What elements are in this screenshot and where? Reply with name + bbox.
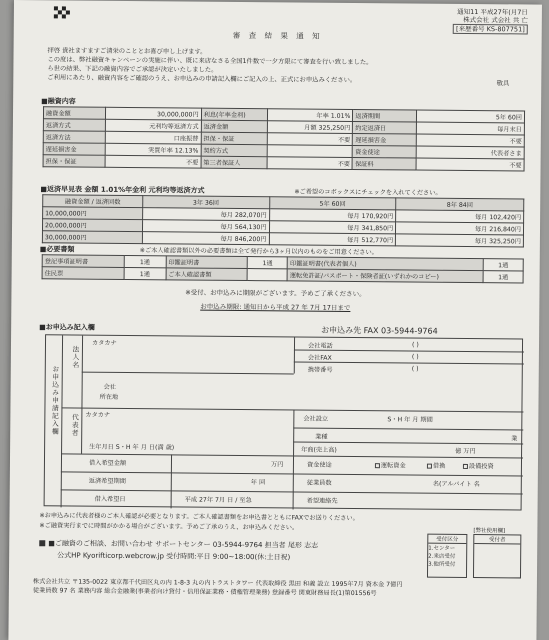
receipt-box [427, 528, 523, 583]
intro-line: ら世の結果、下記の融資内容でご承認が決定いたしました。 [47, 65, 218, 74]
receipt-item: 3.他所受付 [428, 561, 456, 568]
purpose-option-label: 借換 [432, 462, 446, 470]
table-cell: 毎月 170,920円 [269, 209, 396, 222]
table-cell: 毎月末日 [417, 122, 525, 135]
form-section-title: ■お申込み記入欄 [39, 323, 95, 332]
company-logo-icon [54, 6, 72, 20]
table-cell: ご本人確認書類 [166, 268, 248, 281]
table-cell: 20,000,000円 [42, 219, 142, 232]
internal-use-title: [弊社使用欄] [473, 528, 506, 535]
amount-field[interactable]: 万円 [270, 461, 284, 469]
application-form [44, 334, 523, 510]
table-cell: 運転免許証/パスポート・保険者証(いずれかのコピー) [287, 269, 483, 283]
contact-text: ■ご融資のご相談、お問い合わせ サポートセンター 03-5944-9764 担当者 尾形 志志 [48, 539, 319, 550]
intro-line: この度は、弊社融資キャンペーンの実施に伴い、既に来店なさる全国1件数で一夕方限にて審査を行い致しました。 [47, 56, 373, 67]
table-cell: 資金使途 [353, 145, 417, 158]
table-cell: 不要 [105, 155, 201, 168]
table-cell: 10,000,000円 [43, 207, 143, 220]
company-footer [33, 578, 523, 599]
table-cell: 代表者さま [416, 146, 524, 159]
table-cell: 返済方法 [43, 131, 105, 144]
receipt-item: 2.来店受付 [428, 553, 456, 560]
employees-field[interactable]: 名(アルバイト 名 [432, 480, 480, 489]
contact-label: 希望連絡先 [306, 497, 338, 505]
loan-table [43, 106, 526, 171]
receipt-item: 1.センター [428, 545, 456, 552]
repay-section-title: ■返済早見表 金額 1.01%年金利 元利均等返済方式 [40, 185, 205, 195]
contact-line-2: 公式HP Kyorifticorp.webcrow.jp 受付時間:平日 9:00~18:00(休:土日祝) [57, 551, 291, 562]
purpose-option-3[interactable] [463, 461, 494, 470]
table-cell: 元利均等返済方式 [105, 119, 201, 132]
rep-label: 代表者 [70, 413, 79, 437]
table-cell [267, 145, 353, 158]
birth-field[interactable]: 生年月日 S・H 年 月 日(満 歳) [89, 443, 175, 452]
corp-name-label: 法人名 [70, 345, 79, 369]
table-cell: 3年 36回 [143, 196, 270, 209]
date-field[interactable]: 平成 27年 7月 日 / 至急 [184, 496, 252, 505]
date-label: 借入希望日 [94, 495, 126, 503]
table-cell: 1通 [483, 259, 523, 271]
company-label: 会社 [103, 383, 117, 391]
table-cell: 約定返済日 [353, 121, 417, 134]
table-cell: 印鑑証明書(代表者個人) [287, 257, 483, 271]
table-cell: 遅延損害金 [353, 133, 417, 146]
table-cell: 毎月 325,250円 [396, 234, 524, 247]
docs-table [42, 254, 524, 283]
purpose-option-label: 設備投資 [468, 462, 494, 471]
form-fax: お申込み先 FAX 03-5944-9764 [321, 325, 438, 336]
fax-label: 会社FAX [307, 354, 332, 362]
tel-label: 会社電話 [307, 342, 333, 350]
industry-label: 業種 [315, 433, 328, 441]
table-cell: 融資金額 / 返済回数 [43, 195, 143, 208]
deadline-note: お申込み期限: 通知日から平成 27 年 7月 17日まで [200, 302, 351, 312]
table-cell: 第三者保証人 [201, 156, 267, 169]
mobile-field[interactable]: ( ) [411, 365, 419, 373]
address-label: 所在地 [99, 393, 119, 401]
table-cell: 担保・保証 [43, 155, 105, 168]
amount-label: 借入希望金額 [88, 459, 127, 467]
footer-line: 従業員数 97 名 業務内容 総合金融業(事業者向け貸付・信用保証業務・債権管理業務) 登録番号 関東財務局長(1)第01556号 [32, 586, 377, 597]
table-cell: 30,000,000円 [105, 107, 201, 120]
purpose-option-1[interactable] [375, 460, 406, 469]
table-cell: 契約方式 [201, 144, 267, 157]
period-label: 返済希望期間 [88, 477, 126, 485]
intro-text [47, 46, 509, 86]
table-cell: 不要 [416, 158, 524, 171]
repay-note: ※ご希望のコボックスにチェックを入れてください。 [294, 188, 442, 197]
table-cell: 不要 [267, 157, 353, 170]
table-cell: 返済期間 [353, 109, 417, 122]
table-cell: 毎月 512,770円 [269, 233, 396, 246]
table-cell: 不要 [417, 134, 525, 147]
founded-label: 会社設立 [303, 415, 329, 423]
period-field[interactable]: 年 回 [250, 479, 266, 487]
docs-section-title: ■必要書類 [39, 245, 75, 254]
footer-line: 株式会社共立 〒135-0022 東京都千代田区丸の内 1-8-3 丸の内トラストタワー 代表取締役 黒田 和義 設立 1995年7月 資本金 7億円 [32, 578, 403, 589]
table-cell: 実質年率 12.13% [105, 143, 201, 156]
note-2: ※ご融資実行までに時間がかかる場合がございます。予めご了承のうえ、お申込みください。 [39, 522, 299, 532]
purpose-label: 資金使途 [306, 461, 332, 469]
table-cell: 毎月 282,070円 [142, 208, 269, 221]
issuer-name: 株式会社 式会社 共 亡 [463, 15, 528, 25]
receiver-label: 受付者 [474, 535, 520, 544]
table-cell: 遅延損害金 [43, 143, 105, 156]
purpose-option-2[interactable] [427, 461, 445, 470]
notice-number: 通知11 平成27年(月7日 [457, 7, 528, 17]
table-cell: 1通 [248, 257, 288, 269]
table-cell: 住民票 [42, 267, 124, 280]
table-cell: 返済金額 [201, 120, 267, 133]
intro-closing: 敬具 [496, 80, 510, 88]
table-cell: 担保・保証 [201, 132, 267, 145]
table-cell: 月額 325,250円 [267, 121, 353, 134]
table-cell: 8年 84回 [396, 198, 524, 211]
table-cell: 毎月 846,200円 [142, 232, 269, 245]
note-1: ※お申込みに代表者様のご本人確認が必要となります。ご本人確認書類をお申込書とともにFAXでお送りください。 [39, 512, 359, 523]
table-cell: 印鑑証明書 [166, 256, 248, 269]
industry-field[interactable]: 業 [511, 435, 518, 443]
table-cell [248, 269, 288, 281]
table-cell: 毎月 102,420円 [396, 210, 524, 223]
table-cell: 返済方式 [43, 119, 105, 132]
intro-line: 拝啓 貴社ますますご清栄のこととお喜び申し上げます。 [47, 47, 207, 56]
header-info [453, 8, 528, 35]
table-cell: 登記事項証明書 [42, 255, 124, 268]
purpose-option-label: 運転資金 [380, 462, 406, 470]
annual-label: 年商(売上高) [301, 446, 337, 454]
tel-field[interactable]: ( ) [411, 341, 419, 349]
receipt-title: 受付区分 [428, 535, 466, 544]
employees-label: 従業員数 [306, 479, 332, 487]
rep-kana-label: カタカナ [85, 411, 111, 419]
founded-field[interactable]: S・H 年 月 期間 [387, 416, 433, 424]
table-cell: 毎月 341,850円 [269, 221, 396, 234]
table-cell: 保証料 [352, 157, 416, 170]
loan-section-title: ■融資内容 [41, 97, 76, 106]
table-cell: 毎月 564,130円 [142, 220, 269, 233]
table-cell: 30,000,000円 [42, 231, 142, 244]
table-cell: 5年 60回 [269, 197, 396, 210]
table-cell: 年率 1.01% [267, 109, 353, 122]
fax-field[interactable]: ( ) [411, 353, 419, 361]
document-title: 審 査 結 果 通 知 [232, 30, 323, 41]
form-side-label: お申込み申請記入欄 [50, 365, 59, 436]
document-code: [来歴番号 KS-807751] [453, 24, 528, 35]
table-cell: 口座振替 [105, 131, 201, 144]
contact-line-1 [39, 538, 318, 550]
table-cell: 1通 [124, 255, 166, 267]
square-bullet-icon [39, 540, 45, 546]
kana-label: カタカナ [91, 339, 117, 347]
intro-line: ご利用にあたり、融資内容をご確認のうえ、お申込みの申請記入欄にご記入の上、正式にお申込みください。 [47, 74, 357, 84]
mobile-label: 携帯番号 [307, 366, 333, 374]
table-cell: 1通 [483, 271, 523, 283]
table-cell: 融資金額 [43, 107, 105, 120]
table-cell: 利息(年率金利) [201, 108, 267, 121]
table-cell: 毎月 216,840円 [396, 222, 524, 235]
annual-field[interactable]: 億 万円 [455, 447, 476, 456]
document-page [8, 0, 542, 640]
table-cell: 5年 60回 [417, 110, 525, 123]
docs-footer-note: ※受付、お申込みに期限がございます。予めご了承ください。 [185, 288, 366, 299]
table-cell: 不要 [267, 133, 353, 146]
docs-note: ※ご本人確認書類以外の必要書類は全て発行から3ヶ月以内のものをご用意ください。 [139, 247, 378, 257]
table-cell: 1通 [124, 267, 166, 279]
repay-table [42, 194, 524, 247]
